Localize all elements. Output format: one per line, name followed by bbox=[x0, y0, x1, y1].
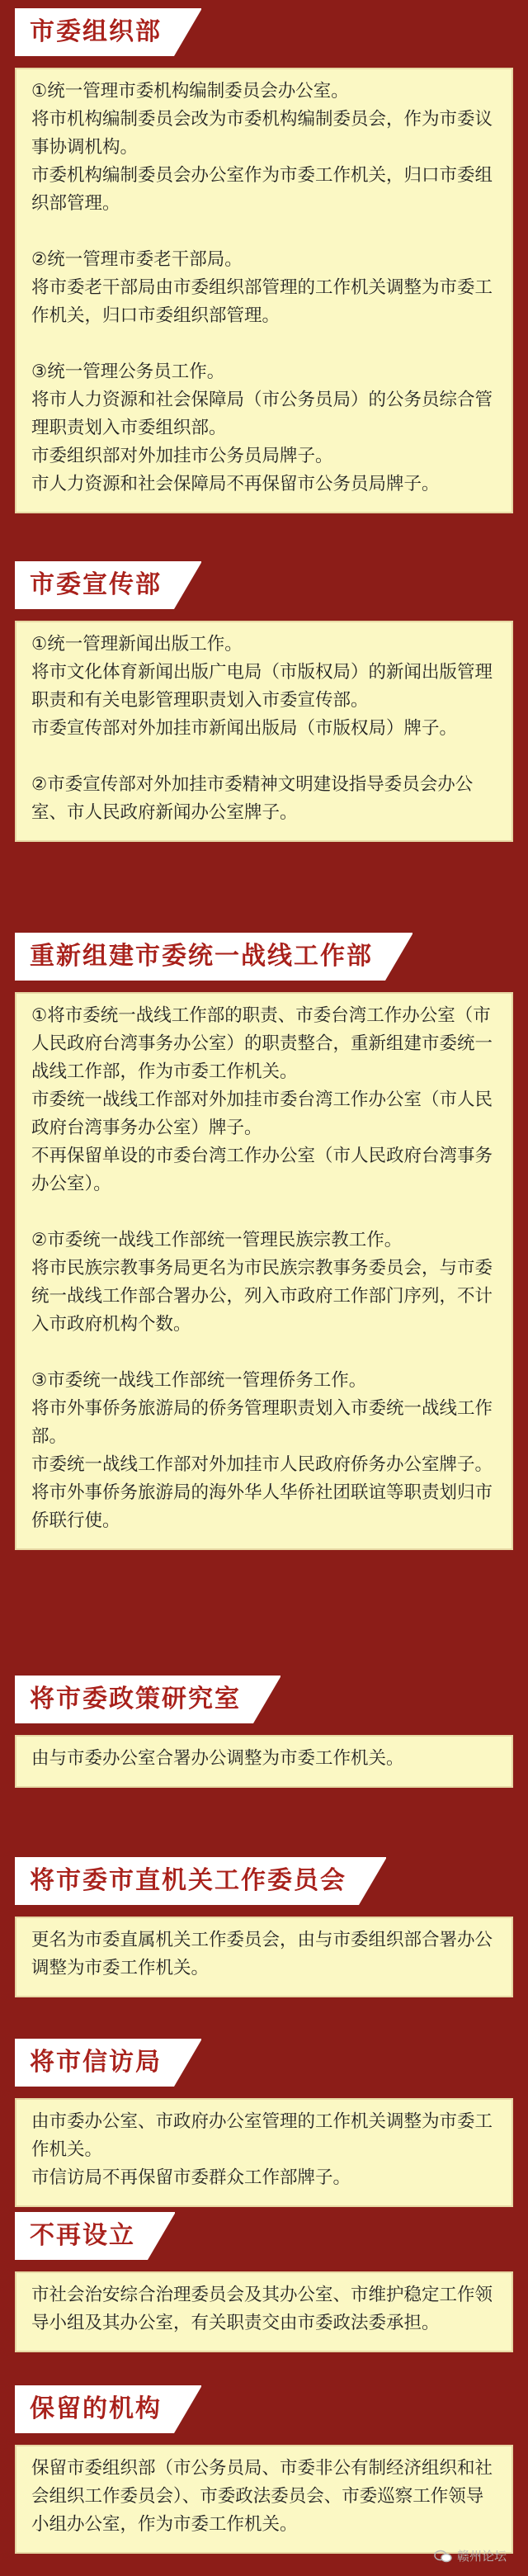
watermark-text: 赣州论坛 bbox=[456, 2549, 507, 2564]
paragraph: 市信访局不再保留市委群众工作部牌子。 bbox=[31, 2167, 351, 2188]
paragraph: ②市委宣传部对外加挂市委精神文明建设指导委员会办公室、市人民政府新闻办公室牌子。 bbox=[31, 774, 474, 823]
section-title: 市委宣传部 bbox=[15, 561, 201, 609]
paragraph: ②统一管理市委老干部局。 bbox=[31, 249, 243, 270]
section-body bbox=[15, 68, 513, 513]
paragraph: 市委宣传部对外加挂市新闻出版局（市版权局）牌子。 bbox=[31, 718, 458, 739]
paragraph: 保留市委组织部（市公务员局、市委非公有制经济组织和社会组织工作委员会）、市委政法委员会、市委巡察工作领导小组办公室，作为市委工作机关。 bbox=[31, 2458, 493, 2535]
paragraph: 更名为市委直属机关工作委员会，由与市委组织部合署办公调整为市委工作机关。 bbox=[31, 1930, 493, 1978]
paragraph: 市人力资源和社会保障局不再保留市公务员局牌子。 bbox=[31, 474, 440, 494]
section-organization-dept bbox=[15, 8, 513, 513]
paragraph: 将市文化体育新闻出版广电局（市版权局）的新闻出版管理职责和有关电影管理职责划入市委宣传部。 bbox=[31, 662, 493, 711]
section-united-front-dept bbox=[15, 933, 513, 1550]
section-policy-research bbox=[15, 1676, 513, 1788]
section-body bbox=[15, 2445, 513, 2554]
paragraph: 不再保留单设的市委台湾工作办公室（市人民政府台湾事务办公室）。 bbox=[31, 1146, 493, 1194]
paragraph: 将市人力资源和社会保障局（市公务员局）的公务员综合管理职责划入市委组织部。 bbox=[31, 390, 493, 438]
section-body bbox=[15, 2098, 513, 2207]
section-title: 将市信访局 bbox=[15, 2039, 201, 2087]
paragraph: 由与市委办公室合署办公调整为市委工作机关。 bbox=[31, 1748, 404, 1769]
section-no-longer-set bbox=[15, 2212, 513, 2352]
paragraph: ③市委统一战线工作部统一管理侨务工作。 bbox=[31, 1370, 367, 1391]
paragraph: 市委统一战线工作部对外加挂市人民政府侨务办公室牌子。 bbox=[31, 1454, 493, 1475]
paragraph: 将市民族宗教事务局更名为市民族宗教事务委员会，与市委统一战线工作部合署办公，列入市政府工作部门序列，不计入市政府机构个数。 bbox=[31, 1258, 493, 1335]
section-title: 重新组建市委统一战线工作部 bbox=[15, 933, 412, 981]
section-body bbox=[15, 1917, 513, 1997]
paragraph: 将市机构编制委员会改为市委机构编制委员会，作为市委议事协调机构。 bbox=[31, 109, 493, 158]
paragraph: ③统一管理公务员工作。 bbox=[31, 362, 225, 382]
section-petition-bureau bbox=[15, 2039, 513, 2207]
section-title: 保留的机构 bbox=[15, 2385, 201, 2433]
paragraph: 将市外事侨务旅游局的海外华人华侨社团联谊等职责划归市侨联行使。 bbox=[31, 1482, 493, 1531]
paragraph: 市社会治安综合治理委员会及其办公室、市维护稳定工作领导小组及其办公室，有关职责交由市委政法委承担。 bbox=[31, 2285, 493, 2333]
section-body bbox=[15, 621, 513, 842]
section-direct-organs-committee bbox=[15, 1857, 513, 1997]
paragraph: 将市委老干部局由市委组织部管理的工作机关调整为市委工作机关，归口市委组织部管理。 bbox=[31, 277, 493, 326]
section-publicity-dept bbox=[15, 561, 513, 842]
paragraph: ①将市委统一战线工作部的职责、市委台湾工作办公室（市人民政府台湾事务办公室）的职责整合，重新组建市委统一战线工作部，作为市委工作机关。 bbox=[31, 1005, 493, 1082]
paragraph: 市委统一战线工作部对外加挂市委台湾工作办公室（市人民政府台湾事务办公室）牌子。 bbox=[31, 1089, 493, 1138]
section-title: 不再设立 bbox=[15, 2212, 175, 2260]
section-title: 将市委市直机关工作委员会 bbox=[15, 1857, 386, 1905]
paragraph: ①统一管理市委机构编制委员会办公室。 bbox=[31, 81, 349, 102]
section-title: 市委组织部 bbox=[15, 8, 201, 56]
section-body bbox=[15, 2271, 513, 2352]
chat-bubble-icon bbox=[434, 2550, 452, 2563]
section-retained-organs bbox=[15, 2385, 513, 2554]
section-title: 将市委政策研究室 bbox=[15, 1676, 280, 1723]
paragraph: 将市外事侨务旅游局的侨务管理职责划入市委统一战线工作部。 bbox=[31, 1398, 493, 1447]
paragraph: 市委组织部对外加挂市公务员局牌子。 bbox=[31, 446, 333, 466]
watermark bbox=[434, 2547, 507, 2564]
paragraph: 市委机构编制委员会办公室作为市委工作机关，归口市委组织部管理。 bbox=[31, 165, 493, 214]
section-body bbox=[15, 992, 513, 1550]
section-body bbox=[15, 1735, 513, 1788]
paragraph: ②市委统一战线工作部统一管理民族宗教工作。 bbox=[31, 1230, 403, 1250]
paragraph: 由市委办公室、市政府办公室管理的工作机关调整为市委工作机关。 bbox=[31, 2111, 493, 2160]
paragraph: ①统一管理新闻出版工作。 bbox=[31, 634, 243, 655]
